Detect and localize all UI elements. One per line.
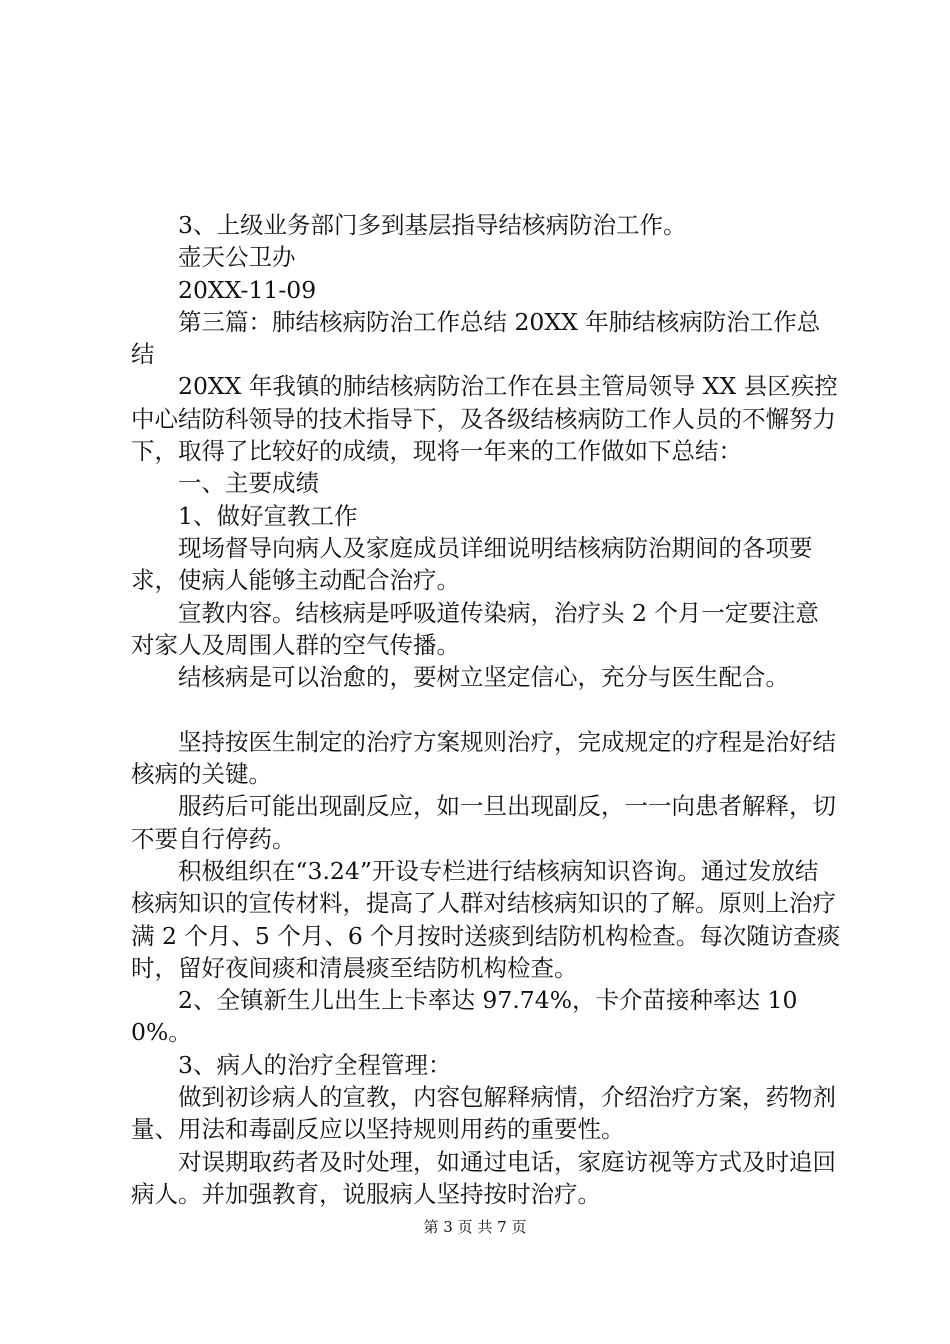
paragraph-treatment-plan: 坚持按医生制定的治疗方案规则治疗，完成规定的疗程是治好结核病的关键。 bbox=[131, 727, 836, 789]
paragraph-education-content: 宣教内容。结核病是呼吸道传染病，治疗头 2 个月一定要注意对家人及周围人群的空气传播。 bbox=[131, 598, 819, 659]
page-number-footer: 第 3 页 共 7 页 bbox=[423, 1218, 527, 1236]
paragraph-heading-achievements: 一、主要成绩 bbox=[178, 469, 319, 498]
document-body bbox=[131, 209, 841, 1210]
paragraph-consultation: 积极组织在“3.24”开设专栏进行结核病知识咨询。通过发放结核病知识的宣传材料，提高了人群对结核病知识的了解。原则上治疗满 2 个月、5 个月、6 个月按时送痰到结防机构检查。每次随访查痰时，留好夜间痰和清晨痰至结防机构检查。 bbox=[131, 856, 841, 982]
paragraph-intro: 20XX 年我镇的肺结核病防治工作在县主管局领导 XX 县区疾控中心结防科领导的技术指导下，及各级结核病防工作人员的不懈努力下，取得了比较好的成绩，现将一年来的工作做如下总结： bbox=[131, 372, 838, 466]
paragraph-side-effects: 服药后可能出现副反应，如一旦出现副反，一一向患者解释，切不要自行停药。 bbox=[131, 792, 836, 853]
paragraph-date: 20XX-11-09 bbox=[178, 275, 317, 304]
paragraph-guidance: 3、上级业务部门多到基层指导结核病防治工作。 bbox=[178, 211, 687, 239]
paragraph-section-title: 第三篇：肺结核病防治工作总结 20XX 年肺结核病防治工作总结 bbox=[131, 307, 821, 369]
paragraph-supervision: 现场督导向病人及家庭成员详细说明结核病防治期间的各项要求，使病人能够主动配合治疗。 bbox=[131, 533, 813, 595]
paragraph-spacer bbox=[131, 693, 841, 725]
paragraph-initial-diagnosis: 做到初诊病人的宣教，内容包解释病情，介绍治疗方案，药物剂量、用法和毒副反应以坚持规则用药的重要性。 bbox=[131, 1083, 836, 1144]
paragraph-heading-management: 3、病人的治疗全程管理： bbox=[178, 1050, 452, 1079]
paragraph-office-name: 壶天公卫办 bbox=[178, 243, 296, 272]
paragraph-newborn-rate: 2、全镇新生儿出生上卡率达 97.74%，卡介苗接种率达 100%。 bbox=[131, 986, 798, 1047]
paragraph-curable: 结核病是可以治愈的，要树立坚定信心，充分与医生配合。 bbox=[178, 663, 789, 692]
paragraph-heading-education: 1、做好宣教工作 bbox=[178, 501, 358, 530]
paragraph-missed-medication: 对误期取药者及时处理，如通过电话，家庭访视等方式及时追回病人。并加强教育，说服病人坚持按时治疗。 bbox=[131, 1147, 836, 1208]
